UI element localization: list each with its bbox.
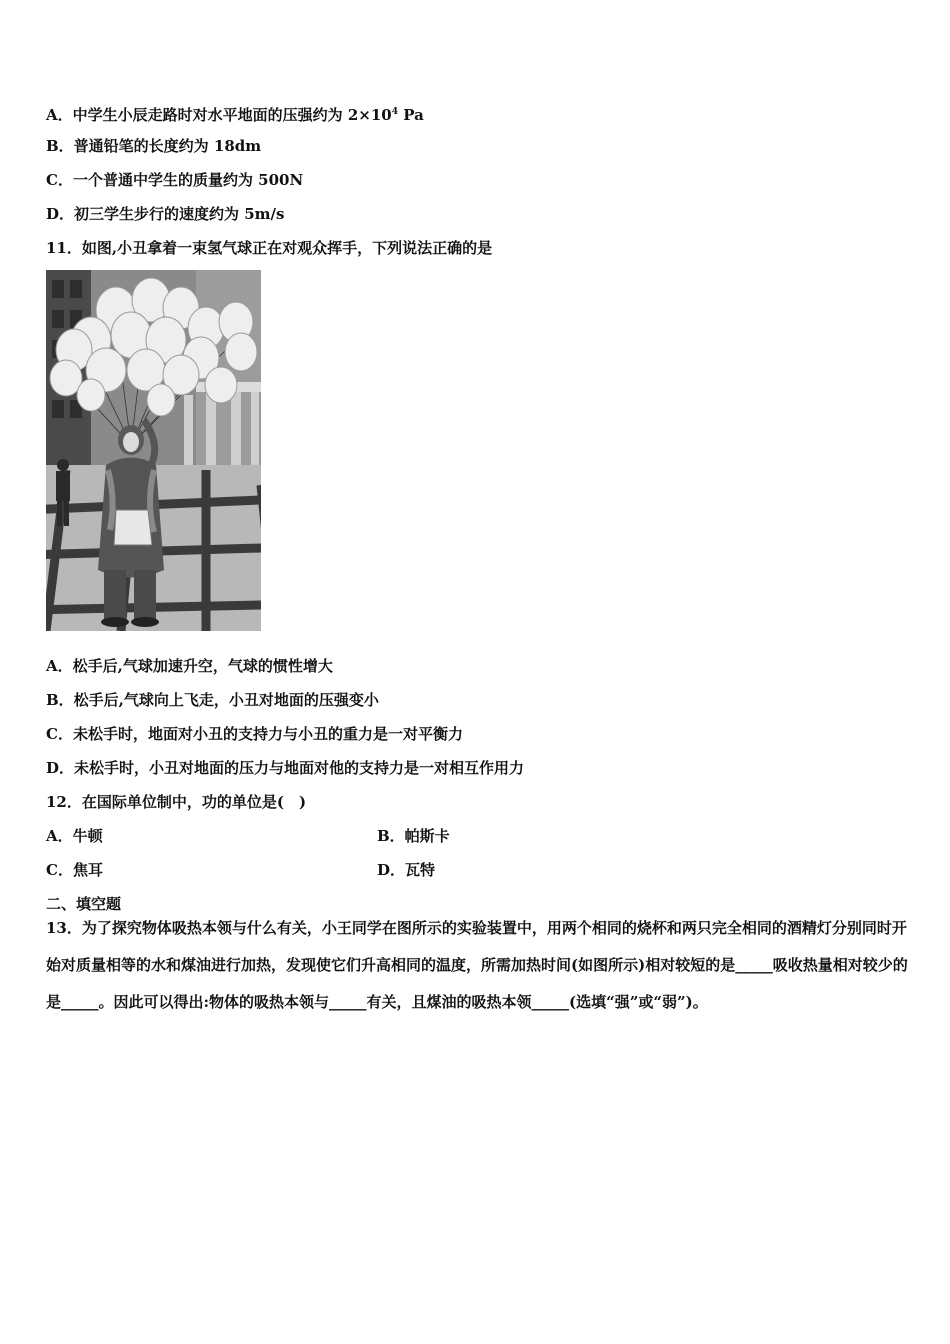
q12-option-a: A．牛顿 [46,827,103,845]
q11-option-d: D．未松手时，小丑对地面的压力与地面对他的支持力是一对相互作用力 [46,759,525,777]
q10-option-b: B．普通铅笔的长度约为 18dm [46,137,262,155]
section-title-fill-in: 二、填空题 [46,895,122,913]
q10-option-d: D．初三学生步行的速度约为 5m/s [46,205,285,223]
q13-text: 13．为了探究物体吸热本领与什么有关，小王同学在图所示的实验装置中，用两个相同的烧杯和两只完全相同的酒精灯分别同时开始对质量相等的水和煤油进行加热，发现使它们升高相同的温度，所需加热时间(如图所示)相对较短的是_____吸收热量相对较少的是_____。因此可以得出:物体的吸热本领与_____有关，且煤油的吸热本领_____(选填“强”或“弱”)。 [46,919,908,1011]
q11-option-b: B．松手后,气球向上飞走，小丑对地面的压强变小 [46,691,379,709]
q12-option-b: B．帕斯卡 [377,827,450,845]
q11-option-a: A．松手后,气球加速升空，气球的惯性增大 [46,657,333,675]
q12-stem: 12．在国际单位制中，功的单位是( ) [46,793,307,811]
q11-option-c: C．未松手时，地面对小丑的支持力与小丑的重力是一对平衡力 [46,725,463,743]
clown-balloons-photo [46,270,261,631]
q11-stem: 11．如图,小丑拿着一束氢气球正在对观众挥手，下列说法正确的是 [46,239,493,257]
q12-option-c: C．焦耳 [46,861,103,879]
q10-option-a: A．中学生小辰走路时对水平地面的压强约为 $2\times 10^4$ Pa [46,106,424,124]
q10-option-c: C．一个普通中学生的质量约为 500N [46,171,304,189]
q12-option-d: D．瓦特 [377,861,436,879]
